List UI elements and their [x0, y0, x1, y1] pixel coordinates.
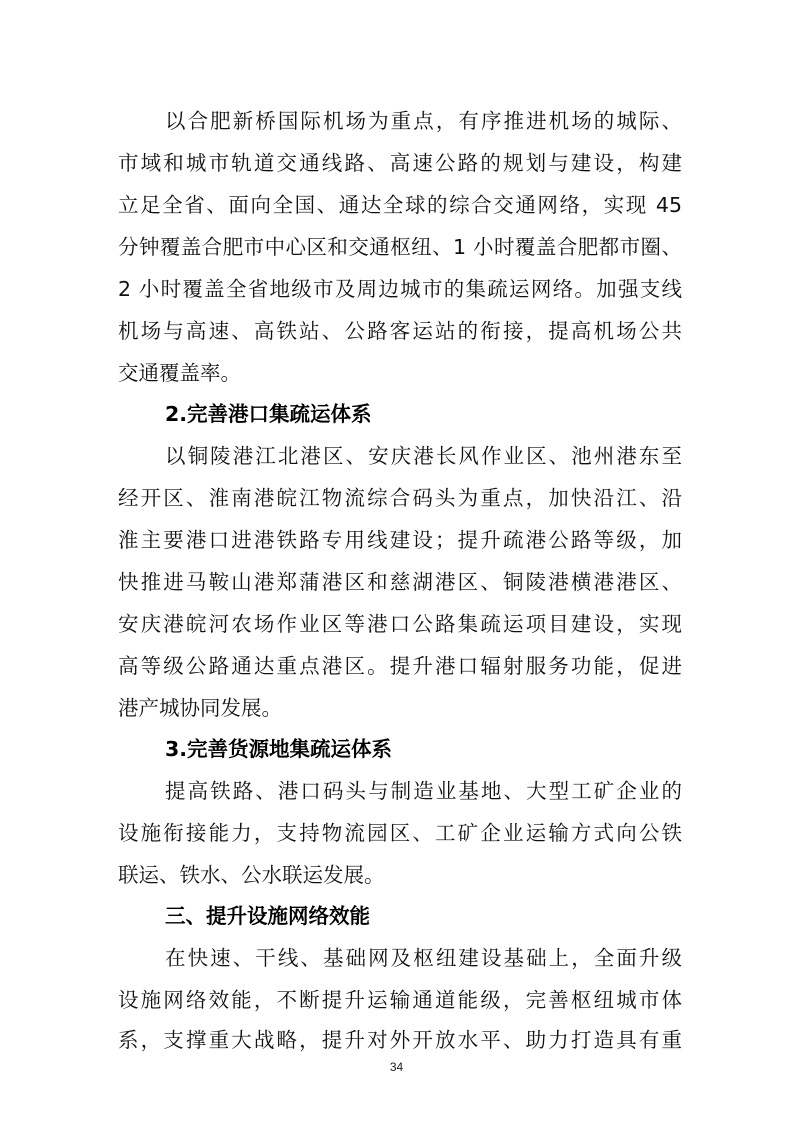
- paragraph-1-line-3: 立足全省、面向全国、通达全球的综合交通网络，实现 45: [118, 193, 682, 217]
- paragraph-2-line-3: 淮主要港口进港铁路专用线建设；提升疏港公路等级，加: [118, 528, 682, 552]
- paragraph-1-line-6: 机场与高速、高铁站、公路客运站的衔接，提高机场公共: [118, 319, 682, 343]
- section-heading-ports: 2.完善港口集疏运体系: [165, 402, 372, 426]
- page-number: 34: [389, 1060, 404, 1074]
- paragraph-1-line-4: 分钟覆盖合肥市中心区和交通枢纽、1 小时覆盖合肥都市圈、: [118, 235, 682, 259]
- paragraph-1-line-2: 市域和城市轨道交通线路、高速公路的规划与建设，构建: [118, 151, 682, 175]
- paragraph-4-line-1: 在快速、干线、基础网及枢纽建设基础上，全面升级: [165, 946, 682, 970]
- paragraph-3-line-3: 联运、铁水、公水联运发展。: [118, 863, 385, 887]
- paragraph-1-line-7: 交通覆盖率。: [118, 361, 241, 385]
- paragraph-2-line-6: 高等级公路通达重点港区。提升港口辐射服务功能，促进: [118, 654, 682, 678]
- paragraph-1-line-5: 2 小时覆盖全省地级市及周边城市的集疏运网络。加强支线: [118, 277, 682, 301]
- section-heading-cargo-source: 3.完善货源地集疏运体系: [165, 737, 393, 761]
- paragraph-1-line-1: 以合肥新桥国际机场为重点，有序推进机场的城际、: [165, 109, 682, 133]
- paragraph-2-line-7: 港产城协同发展。: [118, 696, 282, 720]
- paragraph-2-line-5: 安庆港皖河农场作业区等港口公路集疏运项目建设，实现: [118, 612, 682, 636]
- paragraph-3-line-2: 设施衔接能力，支持物流园区、工矿企业运输方式向公铁: [118, 821, 682, 845]
- paragraph-2-line-1: 以铜陵港江北港区、安庆港长风作业区、池州港东至: [165, 444, 682, 468]
- paragraph-3-line-1: 提高铁路、港口码头与制造业基地、大型工矿企业的: [165, 779, 682, 803]
- section-heading-network-efficiency: 三、提升设施网络效能: [165, 904, 370, 928]
- paragraph-2-line-2: 经开区、淮南港皖江物流综合码头为重点，加快沿江、沿: [118, 486, 682, 510]
- paragraph-2-line-4: 快推进马鞍山港郑蒲港区和慈湖港区、铜陵港横港港区、: [118, 570, 682, 594]
- paragraph-4-line-3: 系，支撑重大战略，提升对外开放水平、助力打造具有重: [118, 1028, 682, 1052]
- paragraph-4-line-2: 设施网络效能，不断提升运输通道能级，完善枢纽城市体: [118, 988, 682, 1012]
